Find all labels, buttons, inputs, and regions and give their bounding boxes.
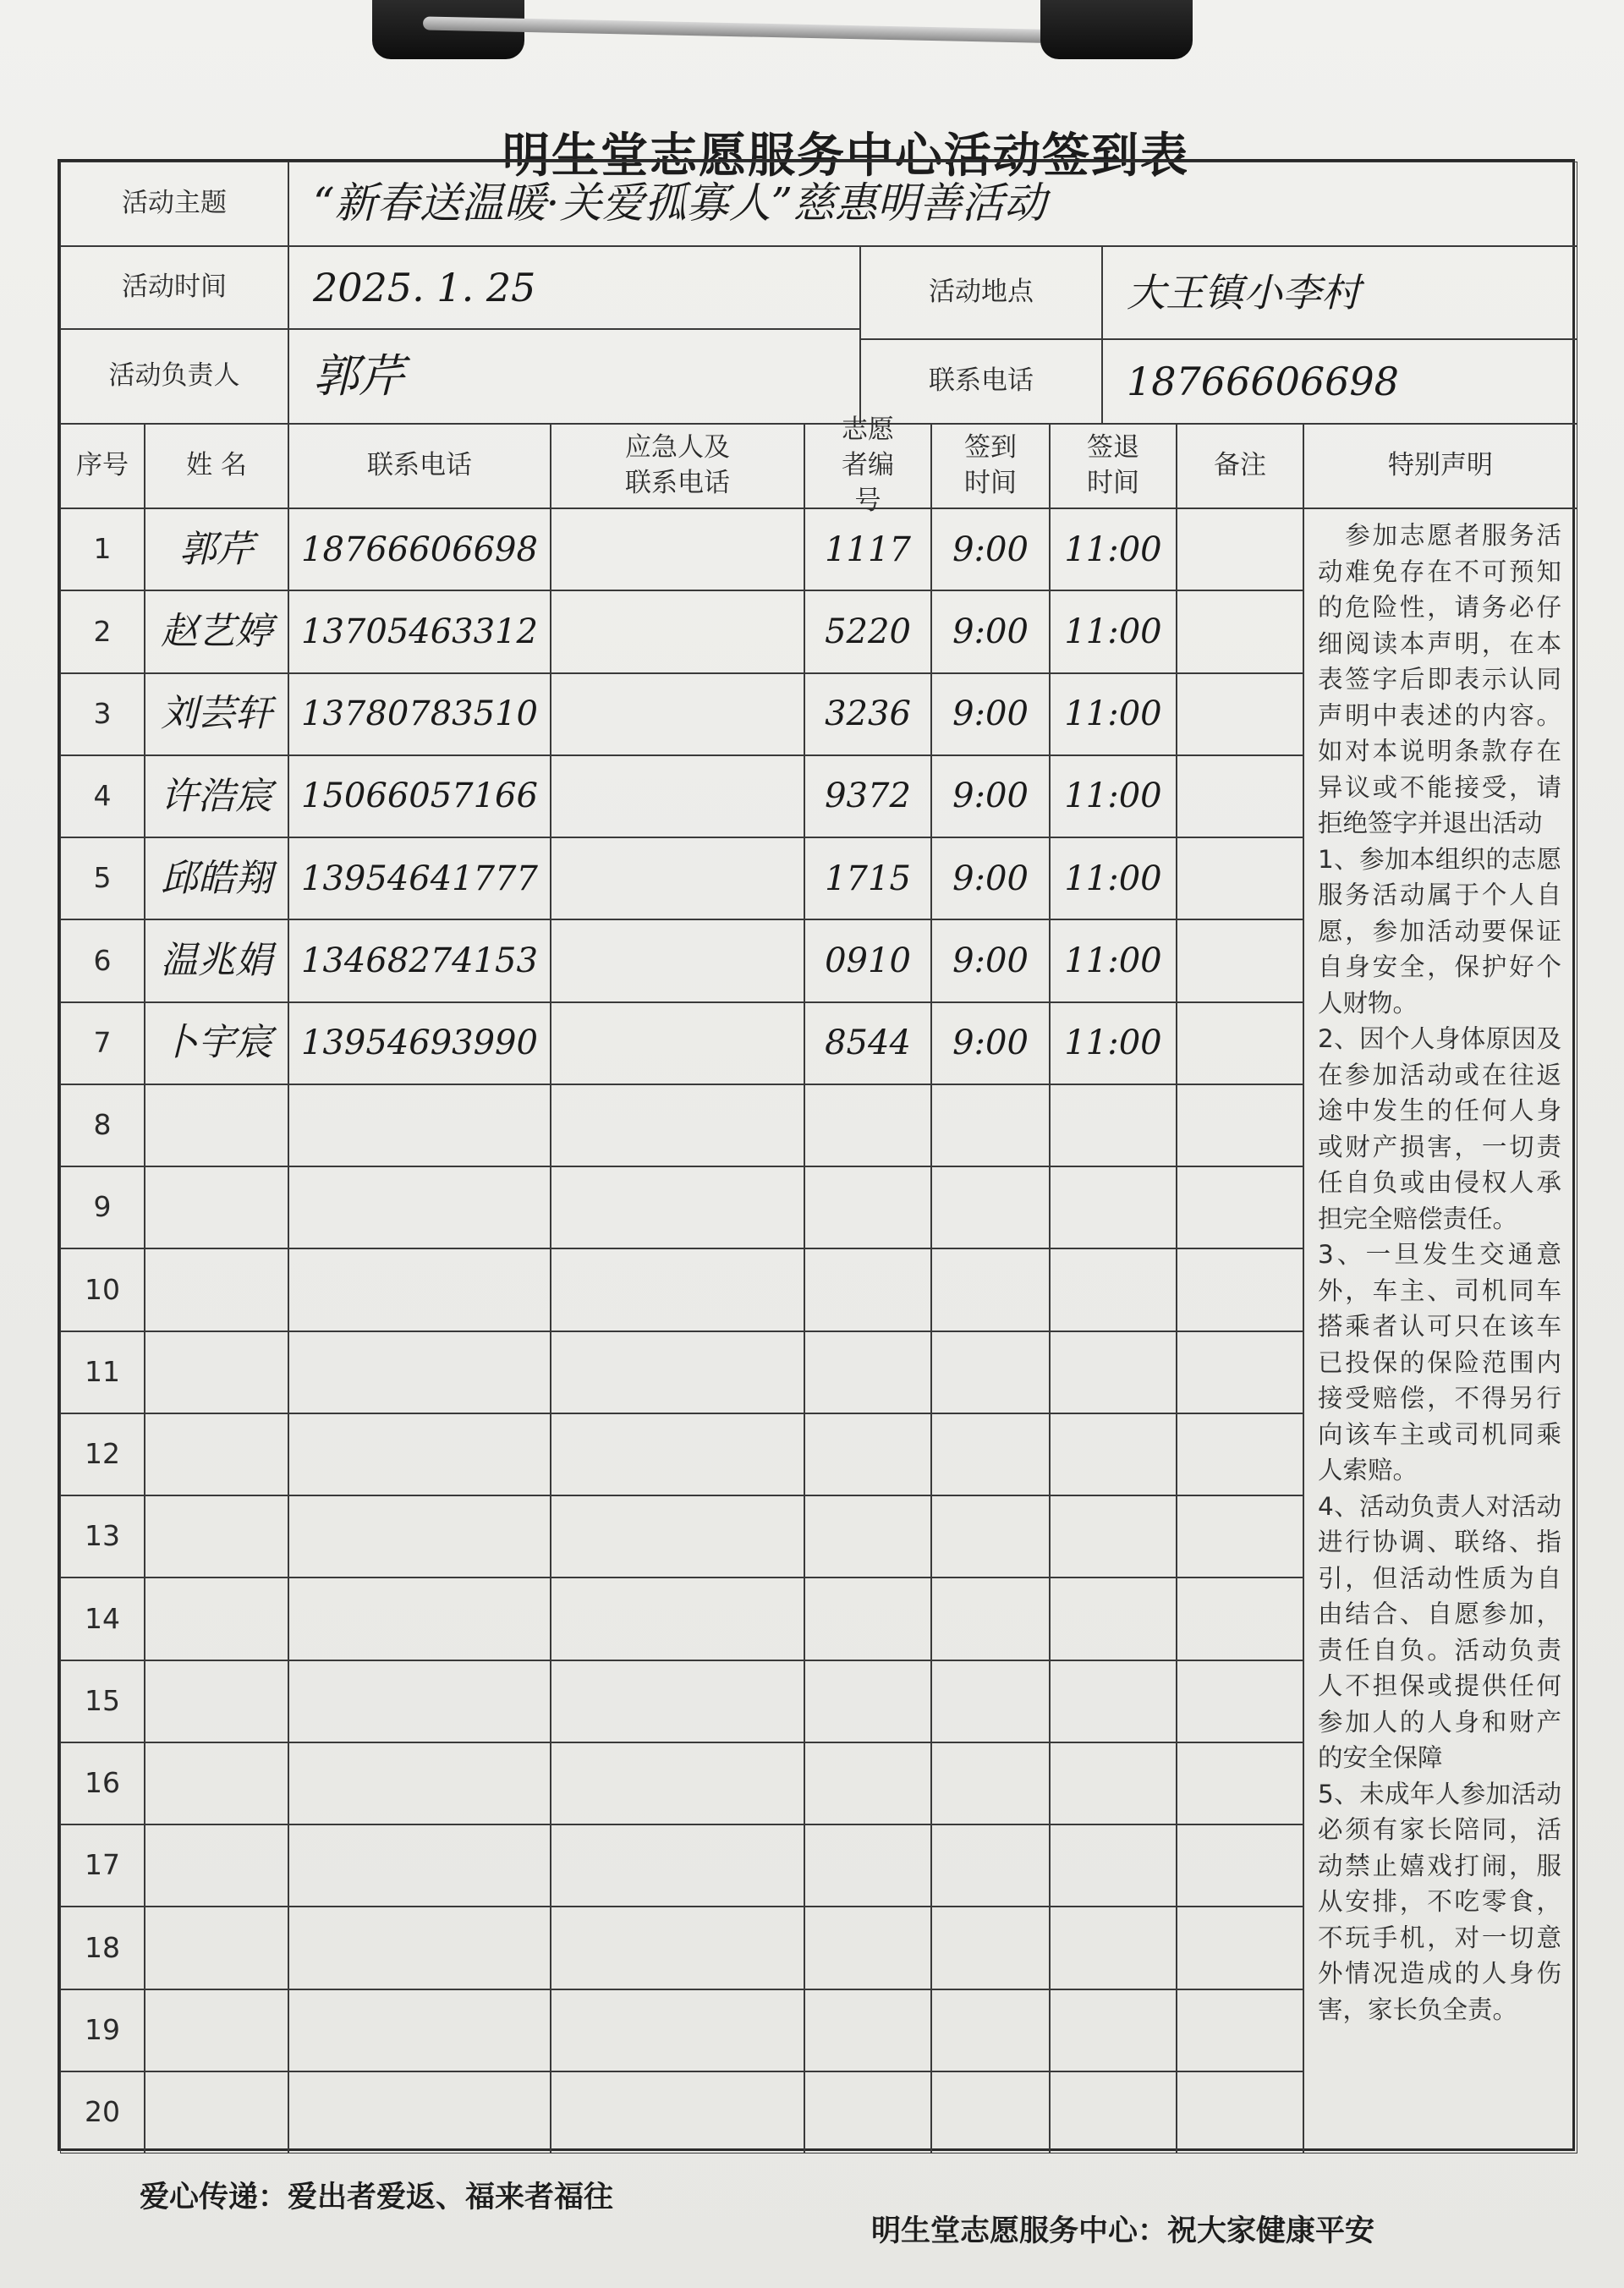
row-name[interactable] <box>145 1495 288 1577</box>
row-phone[interactable]: 18766606698 <box>288 508 551 590</box>
row-sign-in[interactable]: 9:00 <box>931 919 1050 1001</box>
row-seq: 1 <box>60 508 145 590</box>
row-sign-out[interactable] <box>1050 1331 1177 1413</box>
row-sign-out[interactable]: 11:00 <box>1050 673 1177 755</box>
theme-value[interactable]: “新春送温暖·关爱孤寡人”慈惠明善活动 <box>288 162 1577 246</box>
col-phone-header: 联系电话 <box>288 424 551 508</box>
row-emergency[interactable] <box>551 1084 804 1166</box>
row-sign-in[interactable] <box>931 1989 1050 2071</box>
row-sign-in[interactable]: 9:00 <box>931 508 1050 590</box>
row-phone[interactable]: 13468274153 <box>288 919 551 1001</box>
time-value[interactable]: 2025. 1. 25 <box>288 246 860 329</box>
row-remark[interactable] <box>1177 1660 1303 1742</box>
row-sign-in[interactable] <box>931 1577 1050 1660</box>
row-volunteer-id[interactable] <box>804 1166 931 1248</box>
row-volunteer-id[interactable]: 0910 <box>804 919 931 1001</box>
row-remark[interactable] <box>1177 755 1303 837</box>
row-remark[interactable] <box>1177 919 1303 1001</box>
row-seq: 19 <box>60 1989 145 2071</box>
row-emergency[interactable] <box>551 1660 804 1742</box>
row-phone[interactable] <box>288 1084 551 1166</box>
row-phone[interactable] <box>288 1989 551 2071</box>
row-remark[interactable] <box>1177 837 1303 919</box>
row-remark[interactable] <box>1177 673 1303 755</box>
row-phone[interactable]: 13705463312 <box>288 590 551 672</box>
row-seq: 9 <box>60 1166 145 1248</box>
row-sign-in[interactable] <box>931 1907 1050 1989</box>
col-statement-header: 特别声明 <box>1303 424 1577 508</box>
row-sign-in[interactable]: 9:00 <box>931 837 1050 919</box>
row-phone[interactable]: 13954693990 <box>288 1002 551 1084</box>
row-name[interactable]: 温兆娟 <box>145 919 288 1001</box>
row-volunteer-id[interactable] <box>804 1742 931 1824</box>
row-remark[interactable] <box>1177 1495 1303 1577</box>
row-remark[interactable] <box>1177 1989 1303 2071</box>
row-name[interactable] <box>145 1660 288 1742</box>
leader-label: 活动负责人 <box>60 329 288 424</box>
row-sign-in[interactable] <box>931 1084 1050 1166</box>
row-volunteer-id[interactable]: 3236 <box>804 673 931 755</box>
row-name[interactable] <box>145 1907 288 1989</box>
row-volunteer-id[interactable] <box>804 2071 931 2154</box>
row-sign-in[interactable] <box>931 1824 1050 1907</box>
leader-value[interactable]: 郭芹 <box>288 329 860 424</box>
row-sign-out[interactable] <box>1050 1577 1177 1660</box>
row-sign-in[interactable]: 9:00 <box>931 755 1050 837</box>
row-seq: 4 <box>60 755 145 837</box>
row-name[interactable] <box>145 2071 288 2154</box>
row-emergency[interactable] <box>551 590 804 672</box>
statement-item-3: 3、一旦发生交通意外，车主、司机同车搭乘者认可只在该车已投保的保险范围内接受赔偿，不得另行向该车主或司机同乘人索赔。 <box>1318 1240 1561 1484</box>
clip-wire <box>423 16 1116 44</box>
signin-sheet <box>58 159 1575 2151</box>
row-seq: 6 <box>60 919 145 1001</box>
row-seq: 11 <box>60 1331 145 1413</box>
row-seq: 16 <box>60 1742 145 1824</box>
row-sign-out[interactable] <box>1050 2071 1177 2154</box>
row-sign-out[interactable] <box>1050 1660 1177 1742</box>
row-sign-out[interactable] <box>1050 1084 1177 1166</box>
row-remark[interactable] <box>1177 508 1303 590</box>
statement-item-4: 4、活动负责人对活动进行协调、联络、指引，但活动性质为自由结合、自愿参加，责任自负。活动负责人不担保或提供任何参加人的人身和财产的安全保障 <box>1318 1491 1561 1772</box>
row-sign-out[interactable] <box>1050 1495 1177 1577</box>
row-name[interactable] <box>145 1084 288 1166</box>
row-seq: 8 <box>60 1084 145 1166</box>
row-volunteer-id[interactable] <box>804 1084 931 1166</box>
row-volunteer-id[interactable]: 9372 <box>804 755 931 837</box>
row-sign-out[interactable]: 11:00 <box>1050 590 1177 672</box>
row-volunteer-id[interactable] <box>804 1495 931 1577</box>
row-sign-in[interactable] <box>931 1742 1050 1824</box>
row-name[interactable]: 卜宇宸 <box>145 1002 288 1084</box>
theme-label: 活动主题 <box>60 162 288 246</box>
row-sign-out[interactable] <box>1050 1907 1177 1989</box>
time-label: 活动时间 <box>60 246 288 329</box>
row-sign-out[interactable]: 11:00 <box>1050 919 1177 1001</box>
row-emergency[interactable] <box>551 673 804 755</box>
row-name[interactable]: 郭芹 <box>145 508 288 590</box>
row-emergency[interactable] <box>551 1824 804 1907</box>
row-emergency[interactable] <box>551 919 804 1001</box>
row-sign-out[interactable] <box>1050 1413 1177 1495</box>
row-seq: 10 <box>60 1248 145 1331</box>
row-sign-out[interactable]: 11:00 <box>1050 755 1177 837</box>
row-volunteer-id[interactable] <box>804 1331 931 1413</box>
row-name[interactable] <box>145 1413 288 1495</box>
row-phone[interactable]: 13780783510 <box>288 673 551 755</box>
row-seq: 20 <box>60 2071 145 2154</box>
row-volunteer-id[interactable]: 1715 <box>804 837 931 919</box>
special-statement <box>1303 508 1577 2154</box>
row-phone[interactable] <box>288 1248 551 1331</box>
row-remark[interactable] <box>1177 2071 1303 2154</box>
row-name[interactable] <box>145 1824 288 1907</box>
col-remark-header: 备注 <box>1177 424 1303 508</box>
row-phone[interactable] <box>288 1166 551 1248</box>
row-sign-in[interactable] <box>931 1495 1050 1577</box>
col-seq-header: 序号 <box>60 424 145 508</box>
row-seq: 13 <box>60 1495 145 1577</box>
row-sign-out[interactable] <box>1050 1824 1177 1907</box>
row-remark[interactable] <box>1177 1742 1303 1824</box>
row-sign-in[interactable] <box>931 2071 1050 2154</box>
row-volunteer-id[interactable] <box>804 1248 931 1331</box>
row-sign-in[interactable]: 9:00 <box>931 673 1050 755</box>
row-sign-out[interactable]: 11:00 <box>1050 1002 1177 1084</box>
row-emergency[interactable] <box>551 1166 804 1248</box>
row-sign-in[interactable] <box>931 1166 1050 1248</box>
phone-label: 联系电话 <box>860 339 1102 424</box>
statement-intro: 参加志愿者服务活动难免存在不可预知的危险性，请务必仔细阅读本声明，在本表签字后即表示认同声明中表述的内容。如对本说明条款存在异议或不能接受，请拒绝签字并退出活动 <box>1318 521 1561 837</box>
statement-item-1: 1、参加本组织的志愿服务活动属于个人自愿，参加活动要保证自身安全，保护好个人财物。 <box>1318 844 1561 1018</box>
row-sign-in[interactable] <box>931 1413 1050 1495</box>
place-value[interactable]: 大王镇小李村 <box>1102 246 1577 339</box>
row-sign-out[interactable] <box>1050 1166 1177 1248</box>
row-remark[interactable] <box>1177 590 1303 672</box>
row-phone[interactable] <box>288 1907 551 1989</box>
row-volunteer-id[interactable] <box>804 1660 931 1742</box>
form-title: 明生堂志愿服务中心活动签到表 <box>502 129 1189 184</box>
row-emergency[interactable] <box>551 1248 804 1331</box>
row-name[interactable]: 赵艺婷 <box>145 590 288 672</box>
row-name[interactable] <box>145 1742 288 1824</box>
row-phone[interactable] <box>288 2071 551 2154</box>
row-emergency[interactable] <box>551 2071 804 2154</box>
place-label: 活动地点 <box>860 246 1102 339</box>
row-emergency[interactable] <box>551 1495 804 1577</box>
col-signout-header: 签退时间 <box>1050 424 1177 508</box>
row-sign-out[interactable] <box>1050 1248 1177 1331</box>
col-name-header: 姓 名 <box>145 424 288 508</box>
row-volunteer-id[interactable] <box>804 1989 931 2071</box>
row-name[interactable] <box>145 1989 288 2071</box>
row-volunteer-id[interactable] <box>804 1907 931 1989</box>
row-sign-in[interactable] <box>931 1248 1050 1331</box>
row-seq: 3 <box>60 673 145 755</box>
row-seq: 18 <box>60 1907 145 1989</box>
row-remark[interactable] <box>1177 1166 1303 1248</box>
row-volunteer-id[interactable]: 1117 <box>804 508 931 590</box>
row-seq: 2 <box>60 590 145 672</box>
row-name[interactable] <box>145 1248 288 1331</box>
footer-right-slogan: 明生堂志愿服务中心：祝大家健康平安 <box>871 2214 1375 2248</box>
row-volunteer-id[interactable]: 8544 <box>804 1002 931 1084</box>
row-emergency[interactable] <box>551 1742 804 1824</box>
row-phone[interactable] <box>288 1495 551 1577</box>
row-emergency[interactable] <box>551 1989 804 2071</box>
row-emergency[interactable] <box>551 1002 804 1084</box>
row-volunteer-id[interactable] <box>804 1824 931 1907</box>
row-sign-in[interactable] <box>931 1331 1050 1413</box>
row-remark[interactable] <box>1177 1248 1303 1331</box>
statement-item-5: 5、未成年人参加活动必须有家长陪同，活动禁止嬉戏打闹，服从安排，不吃零食，不玩手机，对一切意外情况造成的人身伤害，家长负全责。 <box>1318 1779 1561 2024</box>
row-phone[interactable] <box>288 1824 551 1907</box>
clip-right-knob <box>1040 0 1193 59</box>
row-emergency[interactable] <box>551 508 804 590</box>
row-name[interactable]: 许浩宸 <box>145 755 288 837</box>
row-volunteer-id[interactable] <box>804 1413 931 1495</box>
row-emergency[interactable] <box>551 755 804 837</box>
row-volunteer-id[interactable] <box>804 1577 931 1660</box>
row-sign-out[interactable]: 11:00 <box>1050 508 1177 590</box>
row-sign-in[interactable] <box>931 1660 1050 1742</box>
row-seq: 14 <box>60 1577 145 1660</box>
col-emergency-header: 应急人及联系电话 <box>551 424 804 508</box>
row-phone[interactable] <box>288 1413 551 1495</box>
row-remark[interactable] <box>1177 1577 1303 1660</box>
row-seq: 15 <box>60 1660 145 1742</box>
row-sign-in[interactable]: 9:00 <box>931 590 1050 672</box>
row-seq: 17 <box>60 1824 145 1907</box>
row-emergency[interactable] <box>551 837 804 919</box>
row-sign-out[interactable] <box>1050 1742 1177 1824</box>
row-phone[interactable] <box>288 1577 551 1660</box>
row-remark[interactable] <box>1177 1907 1303 1989</box>
row-phone[interactable] <box>288 1742 551 1824</box>
phone-value[interactable]: 18766606698 <box>1102 339 1577 424</box>
col-signin-header: 签到时间 <box>931 424 1050 508</box>
col-volid-header: 志愿者编号 <box>804 424 931 508</box>
row-remark[interactable] <box>1177 1824 1303 1907</box>
row-seq: 7 <box>60 1002 145 1084</box>
clipboard-clip <box>364 0 1176 80</box>
row-remark[interactable] <box>1177 1084 1303 1166</box>
row-emergency[interactable] <box>551 1413 804 1495</box>
row-seq: 12 <box>60 1413 145 1495</box>
row-name[interactable]: 刘芸轩 <box>145 673 288 755</box>
row-emergency[interactable] <box>551 1331 804 1413</box>
row-name[interactable] <box>145 1166 288 1248</box>
row-name[interactable] <box>145 1577 288 1660</box>
row-phone[interactable] <box>288 1660 551 1742</box>
row-volunteer-id[interactable]: 5220 <box>804 590 931 672</box>
row-remark[interactable] <box>1177 1331 1303 1413</box>
statement-item-2: 2、因个人身体原因及在参加活动或在往返途中发生的任何人身或财产损害，一切责任自负或由侵权人承担完全赔偿责任。 <box>1318 1024 1561 1233</box>
row-sign-in[interactable]: 9:00 <box>931 1002 1050 1084</box>
row-name[interactable]: 邱皓翔 <box>145 837 288 919</box>
footer-left-slogan: 爱心传递：爱出者爱返、福来者福往 <box>140 2181 614 2214</box>
row-name[interactable] <box>145 1331 288 1413</box>
row-remark[interactable] <box>1177 1002 1303 1084</box>
row-sign-out[interactable] <box>1050 1989 1177 2071</box>
row-seq: 5 <box>60 837 145 919</box>
row-phone[interactable]: 15066057166 <box>288 755 551 837</box>
row-phone[interactable]: 13954641777 <box>288 837 551 919</box>
row-remark[interactable] <box>1177 1413 1303 1495</box>
row-sign-out[interactable]: 11:00 <box>1050 837 1177 919</box>
row-phone[interactable] <box>288 1331 551 1413</box>
row-emergency[interactable] <box>551 1907 804 1989</box>
row-emergency[interactable] <box>551 1577 804 1660</box>
